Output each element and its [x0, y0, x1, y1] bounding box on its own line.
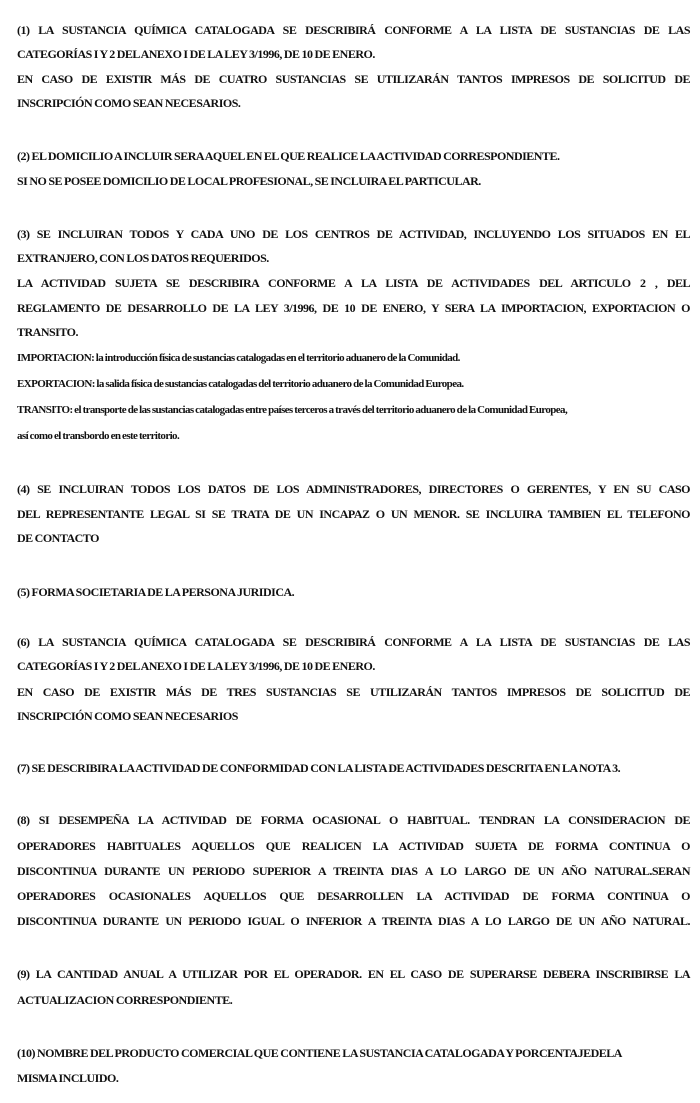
note-3-line-7: EXPORTACION: la salida física de sustancias catalogadas del territorio aduanero de la Comunidad Europea.: [17, 378, 464, 390]
note-3-line-9: así como el transbordo en este territorio.: [17, 430, 180, 442]
note-5-line-1: (5) FORMA SOCIETARIA DE LA PERSONA JURIDICA.: [17, 585, 295, 599]
note-8-line-3: DISCONTINUA DURANTE UN PERIODO SUPERIOR A TREINTA DIAS A LO LARGO DE UN AÑO NATURAL.SERAN: [17, 864, 690, 878]
note-3-line-1: (3) SE INCLUIRAN TODOS Y CADA UNO DE LOS CENTROS DE ACTIVIDAD, INCLUYENDO LOS SITUADOS EN EL: [17, 227, 690, 241]
note-6-line-4: INSCRIPCIÓN COMO SEAN NECESARIOS: [17, 709, 238, 723]
note-8-line-2: OPERADORES HABITUALES AQUELLOS QUE REALICEN LA ACTIVIDAD SUJETA DE FORMA CONTINUA O: [17, 839, 690, 853]
note-10-line-2: MISMA INCLUIDO.: [17, 1071, 119, 1085]
note-6-line-2: CATEGORÍAS I Y 2 DEL ANEXO I DE LA LEY 3/1996, DE 10 DE ENERO.: [17, 659, 375, 673]
note-6-line-3: EN CASO DE EXISTIR MÁS DE TRES SUSTANCIAS SE UTILIZARÁN TANTOS IMPRESOS DE SOLICITUD DE: [17, 685, 690, 699]
note-9-line-2: ACTUALIZACION CORRESPONDIENTE.: [17, 993, 233, 1007]
note-1-line-4: INSCRIPCIÓN COMO SEAN NECESARIOS.: [17, 96, 241, 110]
note-3-line-6: IMPORTACION: la introducción física de sustancias catalogadas en el territorio aduanero de la Comunidad.: [17, 352, 460, 364]
note-8-line-1: (8) SI DESEMPEÑA LA ACTIVIDAD DE FORMA OCASIONAL O HABITUAL. TENDRAN LA CONSIDERACION DE: [17, 813, 690, 827]
note-4-line-2: DEL REPRESENTANTE LEGAL SI SE TRATA DE UN INCAPAZ O UN MENOR. SE INCLUIRA TAMBIEN EL TELEFONO: [17, 507, 690, 521]
note-7-line-1: (7) SE DESCRIBIRA LA ACTIVIDAD DE CONFORMIDAD CON LA LISTA DE ACTIVIDADES DESCRITA EN LA NOTA 3.: [17, 761, 621, 775]
note-3-line-8: TRANSITO: el transporte de las sustancias catalogadas entre países terceros a través del territorio aduanero de la Comunidad Europea,: [17, 404, 568, 416]
note-2-line-1: (2) EL DOMICILIO A INCLUIR SERA AQUEL EN EL QUE REALICE LA ACTIVIDAD CORRESPONDIENTE.: [17, 149, 560, 163]
note-6-line-1: (6) LA SUSTANCIA QUÍMICA CATALOGADA SE DESCRIBIRÁ CONFORME A LA LISTA DE SUSTANCIAS DE LAS: [17, 635, 690, 649]
note-8-line-4: OPERADORES OCASIONALES AQUELLOS QUE DESARROLLEN LA ACTIVIDAD DE FORMA CONTINUA O: [17, 889, 690, 903]
note-10-line-1: (10) NOMBRE DEL PRODUCTO COMERCIAL QUE CONTIENE LA SUSTANCIA CATALOGADA Y PORCENTAJEDELA: [17, 1046, 622, 1060]
note-8-line-5: DISCONTINUA DURANTE UN PERIODO IGUAL O INFERIOR A TREINTA DIAS A LO LARGO DE UN AÑO NATURAL.: [17, 914, 690, 928]
note-3-line-2: EXTRANJERO, CON LOS DATOS REQUERIDOS.: [17, 251, 269, 265]
note-1-line-2: CATEGORÍAS I Y 2 DEL ANEXO I DE LA LEY 3/1996, DE 10 DE ENERO.: [17, 47, 375, 61]
note-4-line-3: DE CONTACTO: [17, 531, 99, 545]
note-3-line-3: LA ACTIVIDAD SUJETA SE DESCRIBIRA CONFORME A LA LISTA DE ACTIVIDADES DEL ARTICULO 2 , DEL: [17, 276, 690, 290]
note-1-line-1: (1) LA SUSTANCIA QUÍMICA CATALOGADA SE DESCRIBIRÁ CONFORME A LA LISTA DE SUSTANCIAS DE LAS: [17, 23, 690, 37]
note-4-line-1: (4) SE INCLUIRAN TODOS LOS DATOS DE LOS ADMINISTRADORES, DIRECTORES O GERENTES, Y EN SU CASO: [17, 482, 690, 496]
note-3-line-5: TRANSITO.: [17, 325, 78, 339]
note-3-line-4: REGLAMENTO DE DESARROLLO DE LA LEY 3/1996, DE 10 DE ENERO, Y SERA LA IMPORTACION, EXPORTACION O: [17, 301, 690, 315]
note-9-line-1: (9) LA CANTIDAD ANUAL A UTILIZAR POR EL OPERADOR. EN EL CASO DE SUPERARSE DEBERA INSCRIBIRSE LA: [17, 967, 690, 981]
note-2-line-2: SI NO SE POSEE DOMICILIO DE LOCAL PROFESIONAL, SE INCLUIRA EL PARTICULAR.: [17, 174, 481, 188]
note-1-line-3: EN CASO DE EXISTIR MÁS DE CUATRO SUSTANCIAS SE UTILIZARÁN TANTOS IMPRESOS DE SOLICITUD DE: [17, 72, 690, 86]
